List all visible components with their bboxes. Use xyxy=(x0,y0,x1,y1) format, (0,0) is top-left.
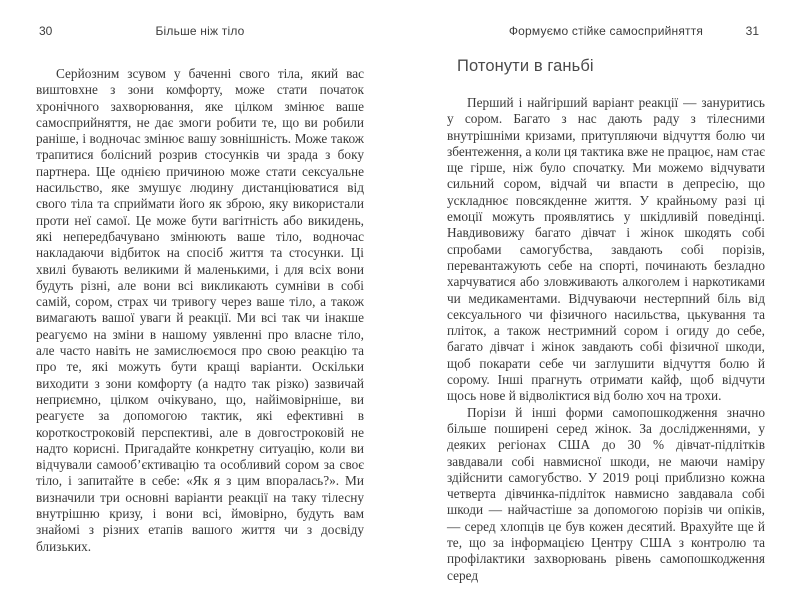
page-number-right: 31 xyxy=(745,24,759,38)
left-page-paragraph: Серйозним зсувом у баченні свого тіла, який вас виштовхне з зони комфорту, може стати початок хронічного захворювання, яке цілком змінює ваше самосприйняття, не дає змоги робити те, що ви робили раніше, і водночас змінює вашу зовнішність. Може також трапитися болісний розрив стосунків чи зрада з боку партнера. Ще однією причиною може стати сексуальне насильство, яке змушує людину дистанціюватися від свого тіла та сприймати його як зброю, яку використали проти неї самої. Це може бути вагітність або викидень, які непередбачувано змінюють ваше тіло, водночас накладаючи відбиток на спосіб життя та стосунки. Ці хвилі бувають великими й маленькими, і для всіх вони будуть різні, але вони всі викликають сумніви в собі самій, сором, страх чи тривогу через ваше тіло, а також вимагають вашої уваги й реакції. Ми всі так чи інакше реагуємо на зміни в нашому уявленні про власне тіло, але часто навіть не замислюємося про свою реакцію та про те, які можуть бути кращі варіанти. Оскільки виходити з зони комфорту (а надто так різко) зазвичай неприємно, цілком очікувано, що, найімовірніше, ви реагуєте за допомогою тактик, які ефективні в короткостроковій перспективі, але в довгостроковій не надто корисні. Пригадайте конкретну ситуацію, коли ви відчували самооб’єктивацію та особливий сором за своє тіло, і запитайте в себе: «Як я з цим впоралась?». Ми визначили три основні варіанти реакції на таку тілесну внутрішню кризу, і вони всі, ймовірно, будуть вам знайомі з різних етапів вашого життя чи з досвіду близьких. xyxy=(36,66,364,554)
section-heading: Потонути в ганьбі xyxy=(457,57,594,75)
page-right-text-block xyxy=(447,95,765,584)
running-head-right: Формуємо стійке самосприйняття xyxy=(508,24,704,38)
page-right xyxy=(447,0,765,600)
page-left xyxy=(36,0,364,600)
page-number-left: 30 xyxy=(39,24,53,38)
right-page-paragraph-2: Порізи й інші форми самопошкодження значно більше поширені серед жінок. За дослідженнями, у деяких регіонах США до 30 % дівчат-підлітків завдавали собі навмисної шкоди, не маючи наміру здійснити самогубство. У 2019 році приблизно кожна четверта дівчинка-підліток навмисно завдавала собі шкоди — найчастіше за допомогою порізів чи опіків, — серед хлопців це був кожен десятий. Врахуйте ще й те, що за інформацією Центру США з контролю та профілактики захворювань рівень самопошкодження серед xyxy=(447,404,765,583)
running-head-left: Більше ніж тіло xyxy=(155,24,245,38)
right-page-paragraph-1: Перший і найгірший варіант реакції — зануритись у сором. Багато з нас дають раду з тілесними внутрішніми кризами, притупляючи відчуття болю чи збентеження, а коли ця тактика вже не працює, нам стає ще гірше, ніж було спочатку. Ми можемо відчувати сильний сором, відчай чи впасти в депресію, що ускладнює повсякденне життя. У крайньому разі ці емоції можуть проявлятись у шкідливій поведінці. Навдивовижу багато дівчат і жінок шкодять собі спробами самогубства, завдають собі порізів, перевантажують себе на спорті, починають безладно харчуватися або зловживають алкоголем і наркотиками чи медикаментами. Відчуваючи нестерпний біль від сексуального чи фізичного насильства, цькування та пліток, а також нестримний сором і огиду до себе, багато дівчат і жінок завдають собі фізичної шкоди, щоб покарати себе чи заглушити відчуття болю й сорому. Інші прагнуть отримати кайф, щоб відчути щось нове й відволіктися від болю хоч на трохи. xyxy=(447,95,765,404)
page-left-text-block xyxy=(36,66,364,555)
